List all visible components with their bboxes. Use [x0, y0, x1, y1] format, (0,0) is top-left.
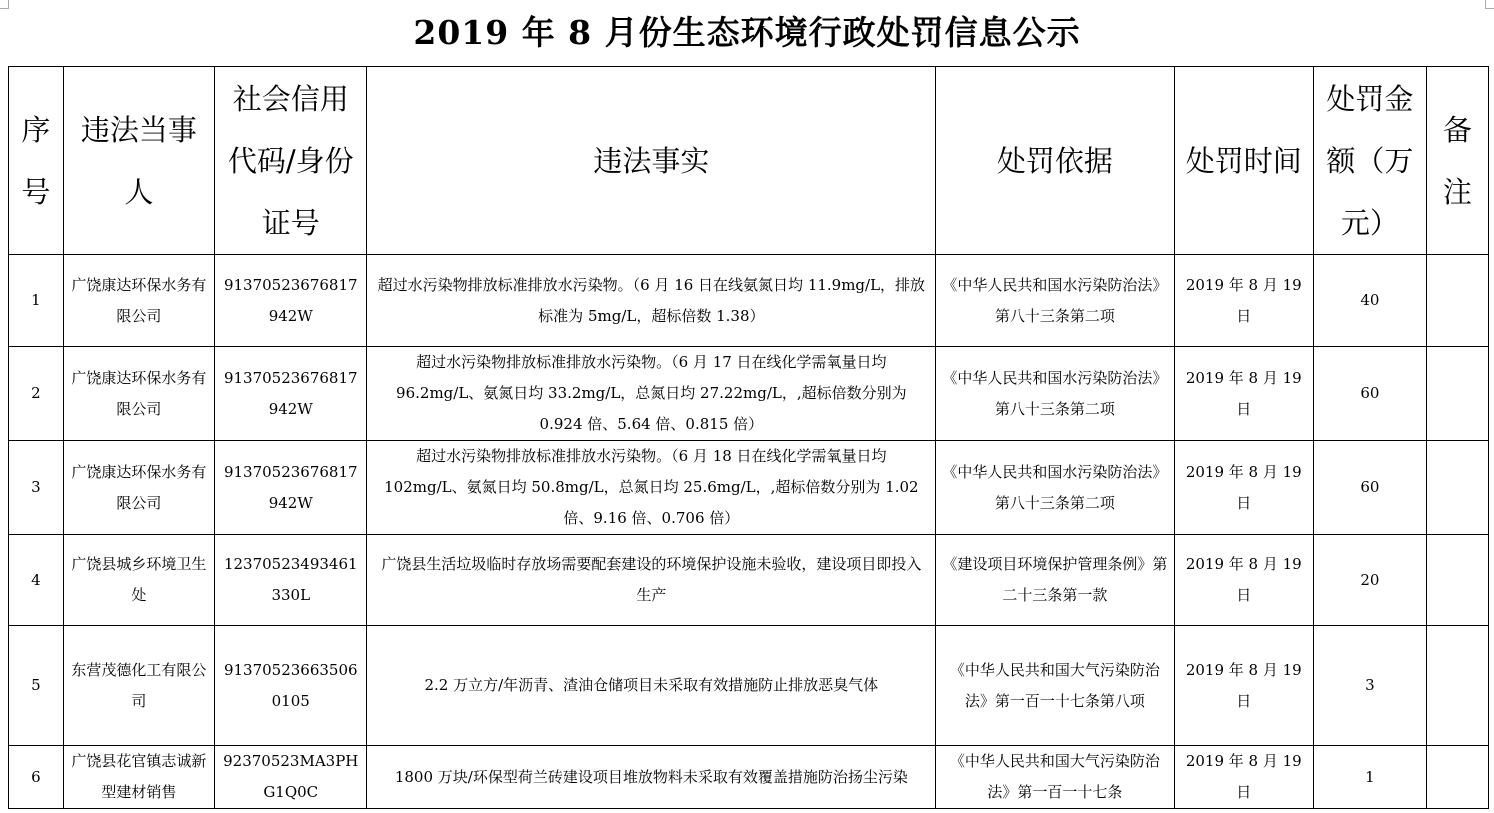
cell-basis: 《中华人民共和国大气污染防治法》第一百一十七条 — [936, 746, 1174, 809]
cell-amount: 3 — [1314, 626, 1427, 746]
cell-seq: 5 — [9, 626, 64, 746]
cell-code: 12370523493461330L — [215, 535, 367, 626]
cell-note — [1426, 255, 1488, 347]
table-row — [9, 347, 1489, 441]
cell-party: 广饶县城乡环境卫生处 — [63, 535, 214, 626]
cell-basis: 《中华人民共和国水污染防治法》第八十三条第二项 — [936, 347, 1174, 441]
cell-fact: 1800 万块/环保型荷兰砖建设项目堆放物料未采取有效覆盖措施防治扬尘污染 — [367, 746, 936, 809]
cell-code: 91370523676817942W — [215, 441, 367, 535]
header-party: 违法当事人 — [63, 67, 214, 255]
cell-seq: 1 — [9, 255, 64, 347]
cell-party: 广饶康达环保水务有限公司 — [63, 347, 214, 441]
table-row — [9, 626, 1489, 746]
cell-code: 91370523676817942W — [215, 347, 367, 441]
cell-note — [1426, 441, 1488, 535]
cell-basis: 《中华人民共和国水污染防治法》第八十三条第二项 — [936, 441, 1174, 535]
cell-seq: 4 — [9, 535, 64, 626]
cell-time: 2019 年 8 月 19 日 — [1174, 347, 1314, 441]
cell-time: 2019 年 8 月 19 日 — [1174, 441, 1314, 535]
cell-seq: 6 — [9, 746, 64, 809]
cell-basis: 《中华人民共和国水污染防治法》第八十三条第二项 — [936, 255, 1174, 347]
header-code: 社会信用代码/身份证号 — [215, 67, 367, 255]
cell-code: 91370523676817942W — [215, 255, 367, 347]
cell-time: 2019 年 8 月 19 日 — [1174, 535, 1314, 626]
cell-note — [1426, 626, 1488, 746]
cell-party: 广饶康达环保水务有限公司 — [63, 441, 214, 535]
cell-fact: 超过水污染物排放标准排放水污染物。（6 月 18 日在线化学需氧量日均 102mg/L、氨氮日均 50.8mg/L，总氮日均 25.6mg/L，,超标倍数分别为 1.02 倍、9.16 倍、0.706 倍） — [367, 441, 936, 535]
cell-fact: 广饶县生活垃圾临时存放场需要配套建设的环境保护设施未验收，建设项目即投入生产 — [367, 535, 936, 626]
cell-basis: 《建设项目环境保护管理条例》第二十三条第一款 — [936, 535, 1174, 626]
cell-party: 广饶康达环保水务有限公司 — [63, 255, 214, 347]
table-row — [9, 746, 1489, 809]
cell-amount: 40 — [1314, 255, 1427, 347]
penalty-table — [8, 66, 1489, 809]
cell-party: 广饶县花官镇志诚新型建材销售 — [63, 746, 214, 809]
table-row — [9, 535, 1489, 626]
cell-seq: 3 — [9, 441, 64, 535]
cell-amount: 60 — [1314, 441, 1427, 535]
header-fact: 违法事实 — [367, 67, 936, 255]
cell-code: 913705236635060105 — [215, 626, 367, 746]
table-header-row — [9, 67, 1489, 255]
cell-time: 2019 年 8 月 19 日 — [1174, 255, 1314, 347]
header-time: 处罚时间 — [1174, 67, 1314, 255]
cell-fact: 超过水污染物排放标准排放水污染物。（6 月 16 日在线氨氮日均 11.9mg/L，排放标准为 5mg/L，超标倍数 1.38） — [367, 255, 936, 347]
cell-note — [1426, 347, 1488, 441]
cell-basis: 《中华人民共和国大气污染防治法》第一百一十七条第八项 — [936, 626, 1174, 746]
cell-code: 92370523MA3PHG1Q0C — [215, 746, 367, 809]
cell-seq: 2 — [9, 347, 64, 441]
header-amount: 处罚金额（万元） — [1314, 67, 1427, 255]
cell-time: 2019 年 8 月 19 日 — [1174, 626, 1314, 746]
cell-amount: 1 — [1314, 746, 1427, 809]
cell-party: 东营茂德化工有限公司 — [63, 626, 214, 746]
table-row — [9, 255, 1489, 347]
cell-note — [1426, 535, 1488, 626]
header-basis: 处罚依据 — [936, 67, 1174, 255]
cell-fact: 超过水污染物排放标准排放水污染物。（6 月 17 日在线化学需氧量日均 96.2mg/L、氨氮日均 33.2mg/L，总氮日均 27.22mg/L，,超标倍数分别为 0.924 倍、5.64 倍、0.815 倍） — [367, 347, 936, 441]
table-row — [9, 441, 1489, 535]
cell-time: 2019 年 8 月 19 日 — [1174, 746, 1314, 809]
cell-amount: 60 — [1314, 347, 1427, 441]
cell-fact: 2.2 万立方/年沥青、渣油仓储项目未采取有效措施防止排放恶臭气体 — [367, 626, 936, 746]
document-title: 2019 年 8 月份生态环境行政处罚信息公示 — [413, 13, 1081, 52]
cell-amount: 20 — [1314, 535, 1427, 626]
cell-note — [1426, 746, 1488, 809]
header-note: 备注 — [1426, 67, 1488, 255]
header-seq: 序号 — [9, 67, 64, 255]
